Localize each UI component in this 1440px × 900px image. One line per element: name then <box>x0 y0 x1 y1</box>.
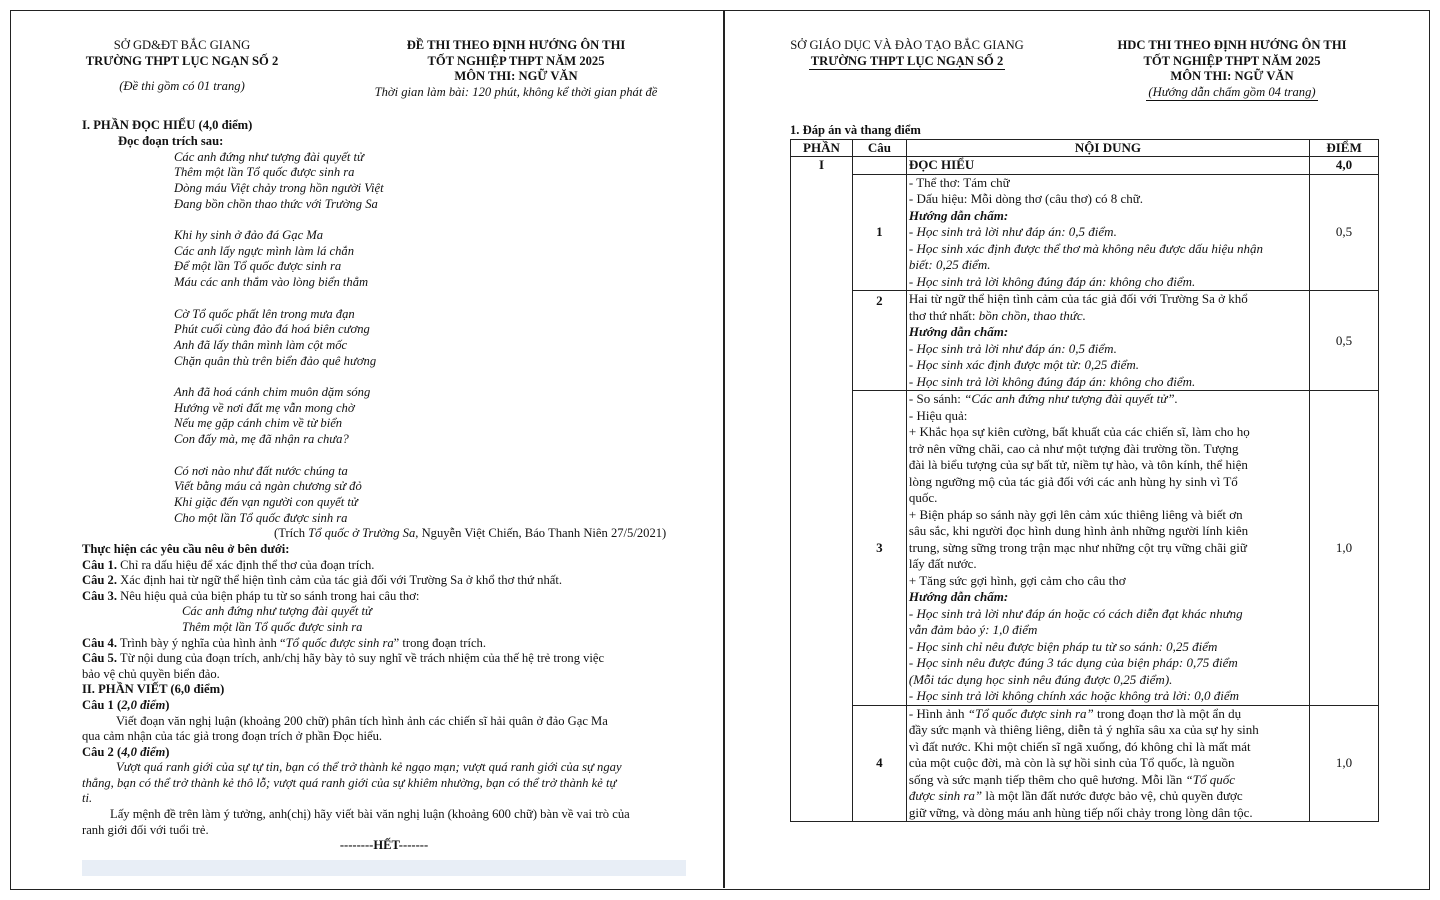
poem-line: Viết bằng máu cả ngàn chương sử đỏ <box>174 479 362 494</box>
answer-content: - So sánh: “Các anh đứng như tượng đài quyết tử”. - Hiệu quả: + Khắc họa sự kiên cường, bất khuất của các chiến sĩ, làm cho họ trở nên vững chãi, cao cả như một tượng đài trường tồn. Tượng đài là biểu tượng của sự bất tử, niềm tự hào, và tôn kính, thể hiện lòng ngưỡng mộ của tác giả đối với các anh hùng hy sinh vì Tổ quốc. + Biện pháp so sánh này gợi lên cảm xúc thiêng liêng và biết ơn sâu sắc, khi người đọc hình dung hình ảnh những người lính kiên trung, sừng sững trong trận mạc như những cột trụ vững chãi giữ lấy đất nước. + Tăng sức gợi hình, gợi cảm cho câu thơ Hướng dẫn chấm: - Học sinh trả lời như đáp án hoặc có cách diễn đạt khác nhưng vẫn đảm bảo ý: 1,0 điểm - Học sinh chỉ nêu được biện pháp tu từ so sánh: 0,25 điểm - Học sinh nêu được đúng 3 tác dụng của biện pháp: 0,75 điểm (Mỗi tác dụng học sinh nêu đúng được 0,25 điểm). - Học sinh trả lời không chính xác hoặc không trả lời: 0,0 điểm <box>906 391 1309 706</box>
writing-2-quote-end: ti. <box>82 791 93 806</box>
poem-line: Phút cuối cùng đảo đá hoá biên cương <box>174 322 370 337</box>
writing-2-quote: Vượt quá ranh giới của sự tự tin, bạn có thể trở thành kẻ ngạo mạn; vượt quá ranh giới của sự ngay <box>116 760 622 775</box>
section-2-title: II. PHẦN VIẾT (6,0 điểm) <box>82 682 225 697</box>
header-question: Câu <box>852 139 906 157</box>
writing-2-quote-cont: thẳng, bạn có thể trở thành kẻ thô lỗ; vượt quá ranh giới của sự khiêm nhường, bạn có thể trở thành kẻ tự <box>82 775 617 790</box>
poem-line: Cờ Tổ quốc phất lên trong mưa đạn <box>174 306 355 321</box>
question-score: 0,5 <box>1310 291 1379 391</box>
poem-line: Nếu mẹ gặp cánh chim về từ biển <box>174 416 343 431</box>
poem-line: Các anh lấy ngực mình làm lá chắn <box>174 243 355 258</box>
question-5: Câu 5. Từ nội dung của đoạn trích, anh/chị hãy bày tỏ suy nghĩ về trách nhiệm của thế hệ trẻ trong việc <box>82 651 605 666</box>
question-3-line-1: Các anh đứng như tượng đài quyết tử <box>182 604 372 619</box>
exam-page <box>82 38 686 876</box>
writing-2-text: Lấy mệnh đề trên làm ý tưởng, anh(chị) hãy viết bài văn nghị luận (khoảng 600 chữ) bàn về vai trò của <box>110 807 630 822</box>
end-mark: --------HẾT------- <box>339 838 429 853</box>
poem-line: Hướng về nơi đất mẹ vẫn mong chờ <box>174 400 355 415</box>
writing-1-text: Viết đoạn văn nghị luận (khoảng 200 chữ) phân tích hình ảnh các chiến sĩ hải quân ở đảo Gạc Ma <box>116 713 608 728</box>
writing-1-text-cont: qua cảm nhận của tác giả trong đoạn trích ở phần Đọc hiểu. <box>82 729 383 744</box>
question-5-cont: bảo vệ chủ quyền biển đảo. <box>82 666 220 681</box>
writing-2-label: Câu 2 (4,0 điểm) <box>82 744 170 759</box>
highlight-band <box>82 860 686 876</box>
answer-key-page <box>782 38 1382 822</box>
question-score: 1,0 <box>1310 391 1379 706</box>
writing-2-text-cont: ranh giới đối với tuổi trẻ. <box>82 822 209 837</box>
header-part: PHẦN <box>791 139 853 157</box>
header-score: ĐIỂM <box>1310 139 1379 157</box>
section-score: 4,0 <box>1310 157 1379 175</box>
dept-name: SỞ GIÁO DỤC VÀ ĐÀO TẠO BẮC GIANG <box>790 38 1024 52</box>
answer-content: - Thể thơ: Tám chữ - Dấu hiệu: Mỗi dòng thơ (câu thơ) có 8 chữ. Hướng dẫn chấm: - Học sinh trả lời như đáp án: 0,5 điểm. - Học sinh xác định được thể thơ mà không nêu được dấu hiệu nhận biết: 0,25 điểm. - Học sinh trả lời không đúng đáp án: không cho điểm. <box>906 174 1309 291</box>
answer-header <box>782 38 1382 101</box>
poem-line: Đang bồn chồn thao thức với Trường Sa <box>174 196 378 211</box>
poem-line: Anh đã hoá cánh chim muôn dặm sóng <box>174 385 371 400</box>
answer-title-2: TỐT NGHIỆP THPT NĂM 2025 <box>1143 53 1321 68</box>
exam-header <box>82 38 686 100</box>
table-row <box>791 174 1379 291</box>
reading-intro: Đọc đoạn trích sau: <box>118 133 224 148</box>
answer-title: HDC THI THEO ĐỊNH HƯỚNG ÔN THI <box>1117 38 1347 52</box>
table-row <box>791 705 1379 822</box>
question-3-line-2: Thêm một lần Tổ quốc được sinh ra <box>182 619 363 634</box>
poem-line: Máu các anh thắm vào lòng biển thẳm <box>174 275 369 290</box>
question-2: Câu 2. Xác định hai từ ngữ thể hiện tình cảm của tác giả đối với Trường Sa ở khổ thơ thứ nhất. <box>82 573 562 588</box>
table-row <box>791 391 1379 706</box>
exam-title: ĐỀ THI THEO ĐỊNH HƯỚNG ÔN THI <box>406 38 626 52</box>
page-divider <box>723 10 725 888</box>
table-header-row <box>791 139 1379 157</box>
exam-time: Thời gian làm bài: 120 phút, không kể thời gian phát đề <box>374 84 658 99</box>
school-name: TRƯỜNG THPT LỤC NGẠN SỐ 2 <box>809 54 1006 71</box>
exam-title-2: TỐT NGHIỆP THPT NĂM 2025 <box>427 53 605 68</box>
poem-line: Khi hy sinh ở đảo đá Gạc Ma <box>174 228 324 243</box>
poem-line: Để một lần Tổ quốc được sinh ra <box>174 259 342 274</box>
poem-line: Các anh đứng như tượng đài quyết tử <box>174 149 364 164</box>
school-name: TRƯỜNG THPT LỤC NGẠN SỐ 2 <box>85 53 279 68</box>
page-count-note: (Đề thi gồm có 01 trang) <box>119 79 245 94</box>
dept-name: SỞ GD&ĐT BẮC GIANG <box>113 38 251 52</box>
answer-section-title: 1. Đáp án và thang điểm <box>790 123 921 138</box>
question-number: 4 <box>852 705 906 822</box>
section-1-title: I. PHẦN ĐỌC HIỂU (4,0 điểm) <box>82 118 253 133</box>
table-row <box>791 291 1379 391</box>
tasks-title: Thực hiện các yêu cầu nêu ở bên dưới: <box>82 541 290 556</box>
question-score: 0,5 <box>1310 174 1379 291</box>
poem-line: Thêm một lần Tổ quốc được sinh ra <box>174 165 355 180</box>
question-number: 2 <box>852 291 906 391</box>
question-1: Câu 1. Chỉ ra dấu hiệu để xác định thể thơ của đoạn trích. <box>82 557 375 572</box>
poem-line: Có nơi nào như đất nước chúng ta <box>174 463 348 478</box>
poem-line: Chặn quân thù trên biển đảo quê hương <box>174 353 377 368</box>
section-label: ĐỌC HIỂU <box>906 157 1309 175</box>
table-row <box>791 157 1379 175</box>
part-cell: I <box>791 157 853 822</box>
poem <box>82 150 686 527</box>
question-score: 1,0 <box>1310 705 1379 822</box>
poem-source: (Trích Tổ quốc ở Trường Sa, Nguyễn Việt Chiến, Báo Thanh Niên 27/5/2021) <box>274 526 667 541</box>
poem-line: Anh đã lấy thân mình làm cột mốc <box>174 337 348 352</box>
answer-content: - Hình ảnh “Tổ quốc được sinh ra” trong đoạn thơ là một ẩn dụ đầy sức mạnh và thiêng liêng, diễn tả ý nghĩa sâu xa của sự hy sinh vì đất nước. Khi một chiến sĩ ngã xuống, đó không chỉ là mất mát của một cuộc đời, mà còn là sự hồi sinh của Tổ quốc, là nguồn sống và sức mạnh tiếp thêm cho quê hương. Mỗi lần “Tổ quốc được sinh ra” là một lần đất nước được bảo vệ, chủ quyền được giữ vững, và dòng máu anh hùng tiếp nối chảy trong lòng dân tộc. <box>906 705 1309 822</box>
answer-page-note: (Hướng dẫn chấm gồm 04 trang) <box>1146 85 1317 102</box>
question-3: Câu 3. Nêu hiệu quả của biện pháp tu từ so sánh trong hai câu thơ: <box>82 588 420 603</box>
answer-content: Hai từ ngữ thể hiện tình cảm của tác giả đối với Trường Sa ở khổ thơ thứ nhất: bồn chồn, thao thức. Hướng dẫn chấm: - Học sinh trả lời như đáp án: 0,5 điểm. - Học sinh xác định được một từ: 0,25 điểm. - Học sinh trả lời không đúng đáp án: không cho điểm. <box>906 291 1309 391</box>
question-number: 3 <box>852 391 906 706</box>
writing-1-label: Câu 1 (2,0 điểm) <box>82 697 170 712</box>
question-4: Câu 4. Trình bày ý nghĩa của hình ảnh “Tổ quốc được sinh ra” trong đoạn trích. <box>82 635 486 650</box>
poem-line: Cho một lần Tổ quốc được sinh ra <box>174 510 348 525</box>
poem-line: Khi giặc đến vạn người con quyết tử <box>174 494 358 509</box>
question-number: 1 <box>852 174 906 291</box>
poem-line: Con đấy mà, mẹ đã nhận ra chưa? <box>174 432 349 447</box>
header-content: NỘI DUNG <box>906 139 1309 157</box>
answer-subject: MÔN THI: NGỮ VĂN <box>1170 69 1294 84</box>
poem-line: Dòng máu Việt chảy trong hồn người Việt <box>174 180 384 195</box>
answer-table <box>790 139 1379 823</box>
exam-subject: MÔN THI: NGỮ VĂN <box>454 69 578 84</box>
